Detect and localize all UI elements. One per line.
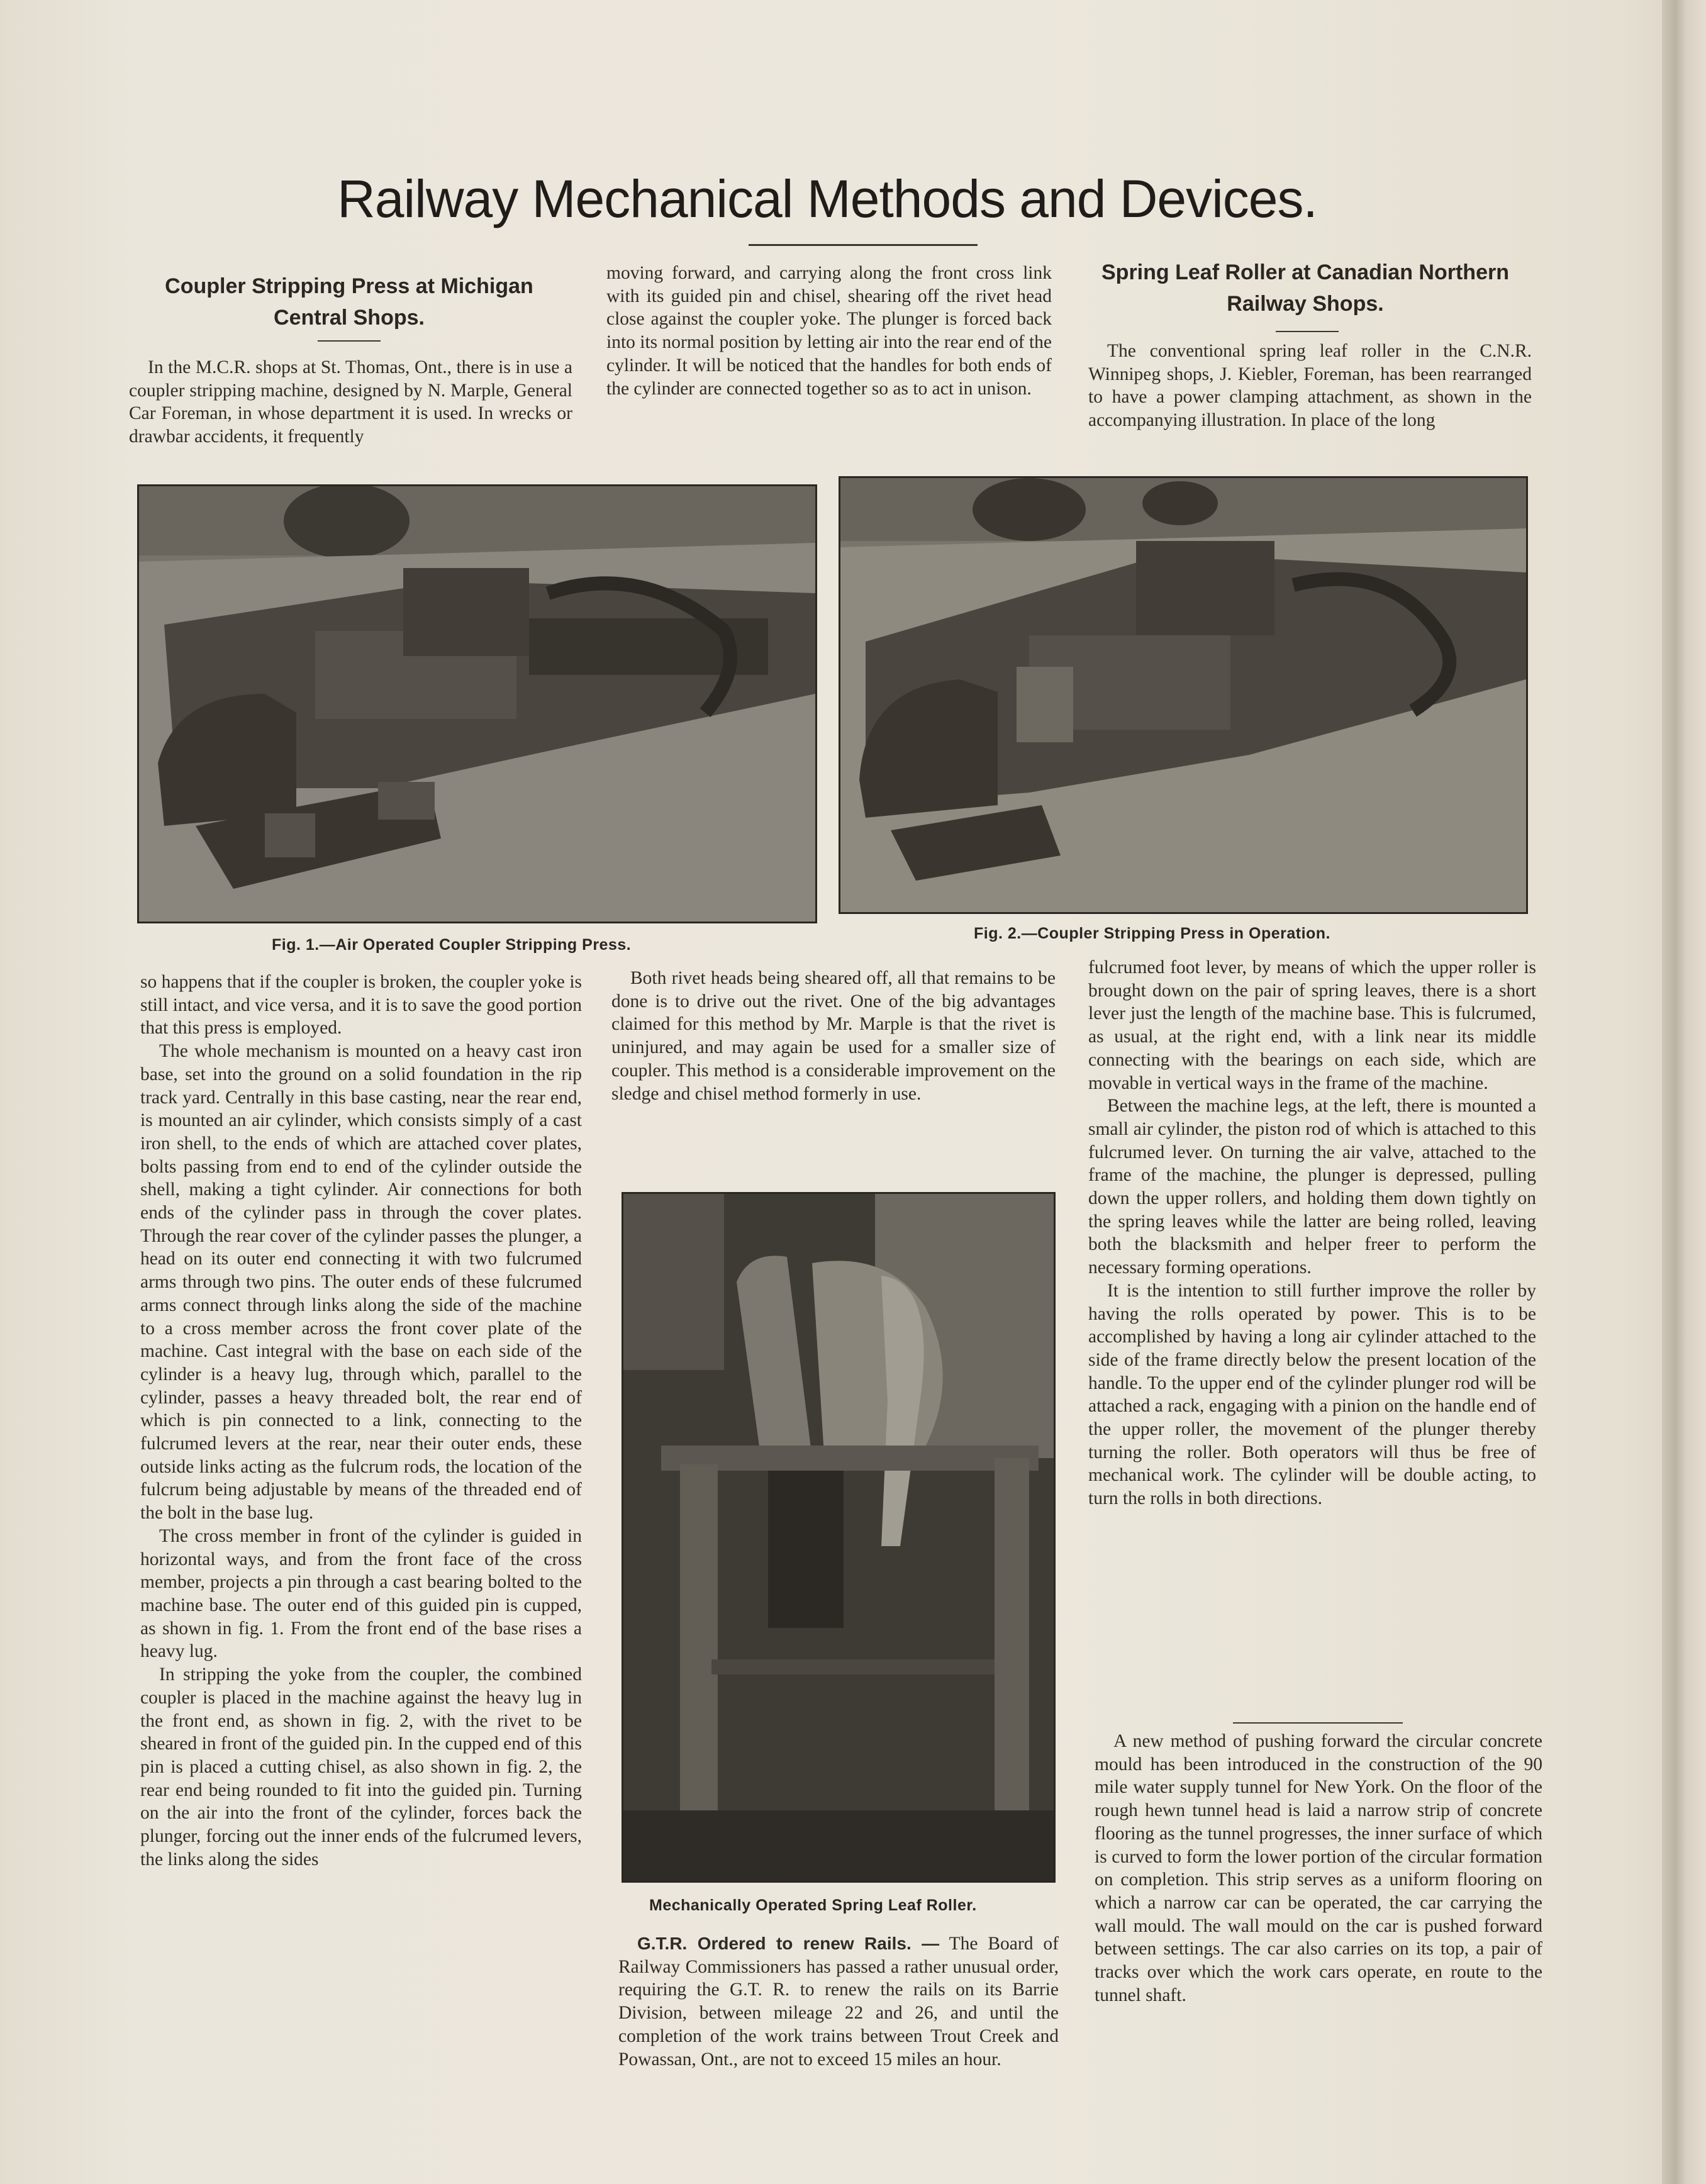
article1-col1-p4: In stripping the yoke from the coupler, the combined coupler is placed in the machine against the heavy lug in the front end, as shown in fig. 2, with the rivet to be sheared in front of the guided pin. In the cupped end of this pin is placed a cutting chisel, as also shown in fig. 2, the rear end being rounded to fit into the guided pin. Turning on the air into the front of the cylinder, forces back the plunger, forcing out the inner ends of the fulcrumed levers, the links along the sides xyxy=(140,1664,582,1869)
coupler-press-operation-image xyxy=(840,478,1526,912)
article1-heading: Coupler Stripping Press at Michigan Central Shops. xyxy=(165,274,533,330)
coupler-press-image xyxy=(139,486,815,922)
article3-text: A new method of pushing forward the circular concrete mould has been introduced in the construction of the 90 mile water supply tunnel for New York. On the floor of the rough hewn tunnel head is laid a narrow strip of concrete flooring as the tunnel progresses, the inner surface of which is curved to form the lower portion of the circular formation on completion. This strip serves as a uniform flooring on which a narrow car can be operated, the car carrying the wall mould. The wall mould on the car is pushed forward between settings. The car also carries on its top, a pair of tracks over which the work cars operate, en route to the tunnel shaft. xyxy=(1095,1731,1542,2005)
article2-intro-text: The conventional spring leaf roller in the C.N.R. Winnipeg shops, J. Kiebler, Foreman, has been rearranged to have a power clamping attachment, as shown in the accompanying illustration. In place of the long xyxy=(1088,341,1532,431)
article3 xyxy=(1095,1730,1542,2007)
article4-text: The Board of Railway Commissioners has passed a rather unusual order, requiring the G.T. R. to renew the rails on its Barrie Division, between mileage 22 and 26, and until the completion of the work trains between Trout Creek and Powassan, Ont., are not to exceed 15 miles an hour. xyxy=(618,1934,1059,2070)
article4 xyxy=(618,1932,1059,2071)
page-gutter xyxy=(1662,0,1706,2184)
fig1-caption: Fig. 1.—Air Operated Coupler Stripping Press. xyxy=(272,936,632,954)
fig3-photo xyxy=(622,1192,1056,1883)
article1-col2-top-text: moving forward, and carrying along the front cross link with its guided pin and chisel, shearing off the rivet head close against the coupler yoke. The plunger is forced back into its normal position by letting air into the rear end of the cylinder. It will be noticed that the handles for both ends of the cylinder are connected together so as to act in unison. xyxy=(606,263,1052,399)
article1-col2-mid-text: Both rivet heads being sheared off, all that remains to be done is to drive out the rivet. One of the big advantages claimed for this method by Mr. Marple is that the rivet is uninjured, and may again be used for a smaller size of coupler. This method is a considerable improvement on the sledge and chisel method formerly in use. xyxy=(611,968,1056,1104)
fig3-caption: Mechanically Operated Spring Leaf Roller. xyxy=(649,1897,977,1914)
article2-col3-p2: Between the machine legs, at the left, there is mounted a small air cylinder, the piston rod of which is attached to this fulcrumed lever. On turning the air valve, attached to the frame of the machine, the plunger is depressed, pulling down the upper rollers, and holding them down tightly on the spring leaves while the latter are being rolled, leaving both the blacksmith and helper freer to perform the necessary forming operations. xyxy=(1088,1096,1536,1278)
article1-col1-p3: The cross member in front of the cylinder is guided in horizontal ways, and from the front face of the cross member, projects a pin through a cast bearing bolted to the machine base. The outer end of this guided pin is cupped, as shown in fig. 1. From the front end of the base rises a heavy lug. xyxy=(140,1525,582,1662)
article3-separator xyxy=(1233,1722,1403,1724)
title-underline xyxy=(749,244,978,246)
article1-col2-mid xyxy=(611,967,1056,1105)
article1-intro-text: In the M.C.R. shops at St. Thomas, Ont., there is in use a coupler stripping machine, designed by N. Marple, General Car Foreman, in whose department it is used. In wrecks or drawbar accidents, it frequently xyxy=(129,357,572,447)
article1-intro xyxy=(129,356,572,448)
article2-heading: Spring Leaf Roller at Canadian Northern Railway Shops. xyxy=(1101,260,1509,316)
article2-heading-rule xyxy=(1276,331,1339,332)
article1-col1-p1: so happens that if the coupler is broken, the coupler yoke is still intact, and vice versa, and it is to save the good portion that this press is employed. xyxy=(140,972,582,1039)
article4-heading: G.T.R. Ordered to renew Rails. — xyxy=(637,1934,940,1953)
article2-col3-lower xyxy=(1088,956,1536,1510)
article1-heading-rule xyxy=(318,340,381,342)
article2-col3-p3: It is the intention to still further improve the roller by having the rolls operated by power. This is to be accomplished by having a long air cylinder attached to the side of the frame directly below the present location of the handle. To the upper end of the cylinder plunger rod will be attached a rack, engaging with a pinion on the handle end of the upper roller, the movement of the plunger thereby turning the roller. Both operators will thus be free of mechanical work. The cylinder will be double acting, to turn the rolls in both directions. xyxy=(1088,1280,1536,1509)
article1-col1-lower xyxy=(140,971,582,1871)
fig2-caption: Fig. 2.—Coupler Stripping Press in Operation. xyxy=(974,925,1331,942)
article2-col3-p1: fulcrumed foot lever, by means of which the upper roller is brought down on the pair of spring leaves, there is a short lever just the length of the machine base. This is fulcrumed, as usual, at the right end, with a link near its middle connecting with the bearings on each side, which are movable in vertical ways in the frame of the machine. xyxy=(1088,957,1536,1093)
article1-col2-top xyxy=(606,262,1052,400)
article2-intro xyxy=(1088,340,1532,432)
article1-col1-p2: The whole mechanism is mounted on a heavy cast iron base, set into the ground on a solid foundation in the rip track yard. Centrally in this base casting, near the rear end, is mounted an air cylinder, which consists simply of a cast iron shell, to the ends of which are attached cover plates, bolts passing from end to end of the cylinder outside the shell, making a tight cylinder. Air connections for both ends of the cylinder pass in through the cover plates. Through the rear cover of the cylinder passes the plunger, a head on its outer end connecting it with two fulcrumed arms through two pins. The outer ends of these fulcrumed arms connect through links along the side of the machine to a cross member across the front cover plate of the machine. Cast integral with the base on each side of the cylinder is a heavy lug, through which, parallel to the cylinder, passes a heavy threaded bolt, the rear end of which is pin connected to a link, connecting to the fulcrumed levers at the rear, near their outer ends, these outside links acting as the fulcrum rods, the location of the fulcrum being adjustable by means of the threaded end of the bolt in the base lug. xyxy=(140,1041,582,1524)
spring-leaf-roller-image xyxy=(623,1194,1054,1881)
page-title: Railway Mechanical Methods and Devices. xyxy=(337,169,1317,228)
fig2-photo xyxy=(839,476,1528,914)
fig1-photo xyxy=(137,484,817,923)
